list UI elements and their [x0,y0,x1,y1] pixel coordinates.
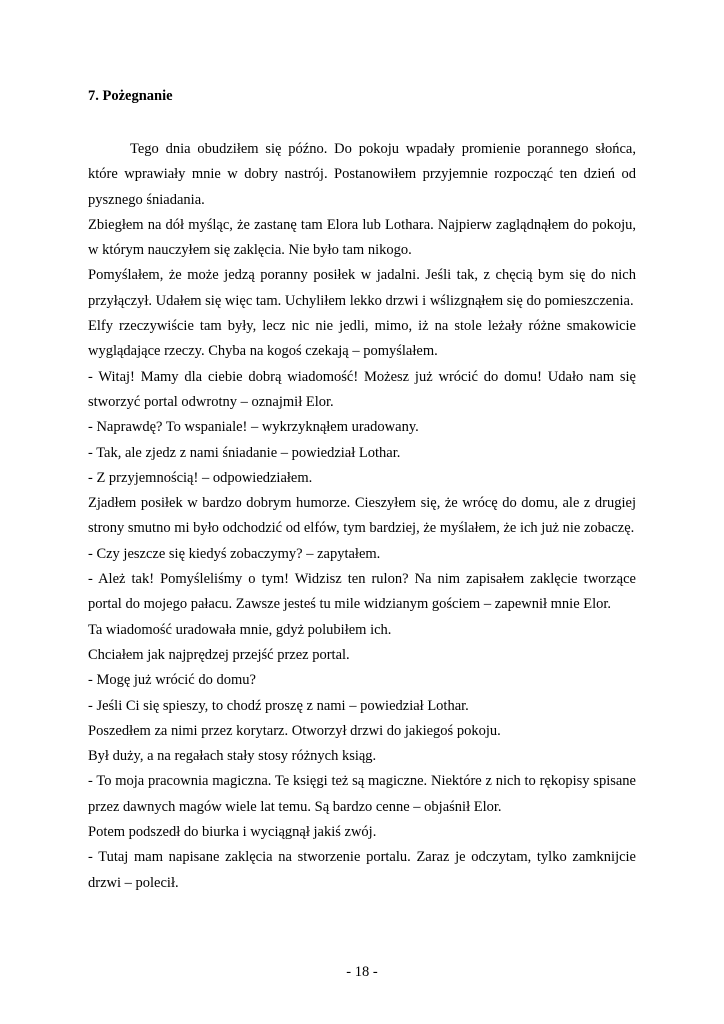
dialogue-line: - Czy jeszcze się kiedyś zobaczymy? – zapytałem. [88,545,381,562]
paragraph: Poszedłem za nimi przez korytarz. Otworzył drzwi do jakiegoś pokoju. [88,722,501,739]
paragraph: Potem podszedł do biurka i wyciągnął jakiś zwój. [88,824,377,841]
paragraph: Tego dnia obudziłem się późno. Do pokoju wpadały promienie porannego słońca, które wprawiały mnie w dobry nastrój. Postanowiłem przyjemnie rozpocząć ten dzień od pysznego śniadania. [88,141,636,208]
paragraph: Chciałem jak najprędzej przejść przez portal. [88,646,350,663]
chapter-body [88,137,636,896]
paragraph: Zjadłem posiłek w bardzo dobrym humorze. Cieszyłem się, że wrócę do domu, ale z drugiej strony smutno mi było odchodzić od elfów, tym bardziej, że myślałem, że ich już nie zobaczę. [88,495,636,537]
dialogue-line: - Mogę już wrócić do domu? [88,672,256,689]
dialogue-line: - Z przyjemnością! – odpowiedziałem. [88,469,313,486]
dialogue-line: - Tak, ale zjedz z nami śniadanie – powiedział Lothar. [88,444,401,461]
chapter-title: 7. Pożegnanie [88,88,173,104]
paragraph: Ta wiadomość uradowała mnie, gdyż polubiłem ich. [88,621,392,638]
dialogue-line: - Witaj! Mamy dla ciebie dobrą wiadomość! Możesz już wrócić do domu! Udało nam się stworzyć portal odwrotny – oznajmił Elor. [88,368,636,410]
paragraph: Pomyślałem, że może jedzą poranny posiłek w jadalni. Jeśli tak, z chęcią bym się do nich przyłączył. Udałem się więc tam. Uchyliłem lekko drzwi i wślizgnąłem się do pomieszczenia. [88,267,636,309]
dialogue-line: - Tutaj mam napisane zaklęcia na stworzenie portalu. Zaraz je odczytam, tylko zamknijcie drzwi – polecił. [88,849,636,891]
page-number: - 18 - [346,964,378,980]
paragraph: Zbiegłem na dół myśląc, że zastanę tam Elora lub Lothara. Najpierw zaglądnąłem do pokoju, w którym nauczyłem się zaklęcia. Nie było tam nikogo. [88,216,636,259]
dialogue-line: - Naprawdę? To wspaniale! – wykrzyknąłem uradowany. [88,419,419,436]
dialogue-line: - Jeśli Ci się spieszy, to chodź proszę z nami – powiedział Lothar. [88,697,469,714]
paragraph: Był duży, a na regałach stały stosy różnych ksiąg. [88,748,377,765]
dialogue-line: - Ależ tak! Pomyśleliśmy o tym! Widzisz ten rulon? Na nim zapisałem zaklęcie tworzące portal do mojego pałacu. Zawsze jesteś tu mile widzianym gościem – zapewnił mnie Elor. [88,571,636,613]
dialogue-line: - To moja pracownia magiczna. Te księgi też są magiczne. Niektóre z nich to rękopisy spisane przez dawnych magów wiele lat temu. Są bardzo cenne – objaśnił Elor. [88,773,636,815]
paragraph: Elfy rzeczywiście tam były, lecz nic nie jedli, mimo, iż na stole leżały różne smakowicie wyglądające rzeczy. Chyba na kogoś czekają – pomyślałem. [88,318,636,360]
